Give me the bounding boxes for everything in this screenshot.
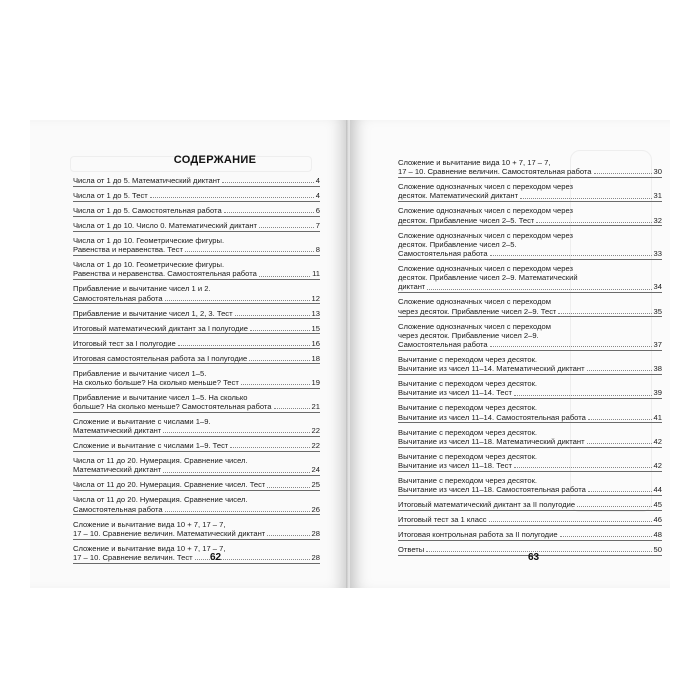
toc-page-ref: 13	[311, 308, 320, 318]
toc-page-ref: 22	[311, 426, 320, 436]
toc-entry-line	[73, 426, 320, 435]
toc-entry	[73, 417, 320, 437]
toc-entry-line	[73, 324, 320, 333]
dot-leader	[230, 447, 309, 448]
toc-entry-text: Вычитание с переходом через десяток.	[398, 403, 538, 413]
toc-page-ref: 12	[311, 293, 320, 303]
toc-entry-text: через десяток. Прибавление чисел 2–9. Тест	[398, 306, 557, 316]
dot-leader	[490, 346, 652, 347]
toc-entry-line	[73, 529, 320, 538]
toc-entry-text: Числа от 1 до 5. Самостоятельная работа	[73, 206, 222, 215]
toc-entry	[398, 355, 662, 375]
dot-leader	[514, 467, 652, 468]
toc-entry-line	[398, 403, 662, 412]
toc-page-ref: 8	[315, 245, 320, 255]
toc-page-ref: 33	[653, 249, 662, 259]
toc-entry-line	[398, 167, 662, 176]
toc-entry-line	[398, 158, 662, 167]
toc-entry-text: 17 – 10. Сравнение величин. Математический диктант	[73, 528, 266, 538]
toc-entry-line	[73, 456, 320, 465]
toc-entry-text: Самостоятельная работа	[73, 293, 163, 303]
toc-entry-text: Числа от 11 до 20. Нумерация. Сравнение чисел. Тест	[73, 480, 266, 490]
toc-entry-line	[73, 402, 320, 411]
toc-entry-line	[73, 176, 320, 185]
toc-page-ref: 21	[311, 402, 320, 412]
toc-page-ref: 7	[315, 221, 320, 230]
dot-leader	[259, 227, 314, 228]
toc-entry	[398, 403, 662, 423]
toc-entry-text: Сложение однозначных чисел с переходом через	[398, 206, 573, 216]
toc-page-ref: 28	[311, 528, 320, 538]
toc-entry-line	[73, 294, 320, 303]
dot-leader	[178, 345, 310, 346]
toc-entry	[73, 354, 320, 365]
dot-leader	[222, 182, 313, 183]
toc-entry-text: Вычитание с переходом через десяток.	[398, 476, 538, 486]
toc-heading: СОДЕРЖАНИЕ	[173, 154, 257, 166]
dot-leader	[267, 535, 309, 536]
toc-page-ref: 30	[653, 167, 662, 177]
toc-entry-text: больше? На сколько меньше? Самостоятельная работа	[73, 402, 272, 412]
dot-leader	[558, 313, 651, 314]
toc-entry-text: Числа от 1 до 10. Геометрические фигуры.	[73, 260, 225, 270]
toc-entry	[398, 515, 662, 526]
dot-leader	[150, 197, 314, 198]
toc-page-ref: 22	[311, 441, 320, 451]
dot-leader	[588, 419, 652, 420]
toc-entry-text: Итоговый математический диктант за II полугодие	[398, 500, 576, 510]
toc-entry-text: Числа от 1 до 10. Число 0. Математический диктант	[73, 221, 258, 230]
toc-page-ref: 39	[653, 388, 662, 398]
toc-entry-text: Вычитание из чисел 11–18. Самостоятельная работа	[398, 485, 586, 495]
toc-entry	[73, 480, 320, 491]
toc-entry-text: Прибавление и вычитание чисел 1, 2, 3. Тест	[73, 308, 233, 318]
toc-entry-text: Сложение и вычитание вида 10 + 7, 17 – 7,	[398, 158, 551, 167]
left-page	[30, 120, 348, 588]
dot-leader	[274, 408, 310, 409]
dot-leader	[490, 255, 652, 256]
toc-entry-text: Равенства и неравенства. Самостоятельная работа	[73, 269, 257, 279]
toc-entry	[398, 206, 662, 226]
toc-entry-line	[398, 388, 662, 397]
toc-entry-text: Самостоятельная работа	[398, 340, 488, 350]
toc-entry-line	[398, 379, 662, 388]
toc-list-right	[398, 158, 662, 560]
toc-entry-text: Сложение однозначных чисел с переходом через	[398, 230, 573, 240]
toc-page-ref: 32	[653, 215, 662, 225]
toc-page-ref: 16	[311, 338, 320, 348]
toc-page-ref: 25	[311, 480, 320, 490]
open-book	[30, 120, 670, 588]
toc-entry-text: Вычитание из чисел 11–14. Тест	[398, 388, 512, 398]
toc-entry	[398, 182, 662, 202]
toc-entry-text: Вычитание из чисел 11–14. Самостоятельная работа	[398, 412, 586, 422]
toc-page-ref: 44	[653, 485, 662, 495]
toc-entry-text: Ответы	[398, 545, 425, 555]
toc-entry	[398, 452, 662, 472]
toc-entry-line	[398, 452, 662, 461]
toc-entry-line	[398, 364, 662, 373]
toc-entry-text: Самостоятельная работа	[398, 249, 488, 259]
toc-page-ref: 48	[653, 530, 662, 540]
toc-entry	[73, 441, 320, 452]
toc-page-ref: 28	[311, 553, 320, 563]
toc-entry	[73, 339, 320, 350]
dot-leader	[250, 330, 310, 331]
toc-page-ref: 34	[653, 282, 662, 292]
toc-page-ref: 6	[315, 206, 320, 215]
dot-leader	[165, 300, 310, 301]
toc-entry-line	[73, 441, 320, 450]
toc-entry-line	[398, 476, 662, 485]
dot-leader	[259, 276, 310, 277]
toc-entry-text: 17 – 10. Сравнение величин. Самостоятельная работа	[398, 167, 592, 177]
toc-entry-text: Вычитание с переходом через десяток.	[398, 379, 538, 389]
toc-entry-text: Вычитание с переходом через десяток.	[398, 451, 538, 461]
toc-entry-text: Сложение и вычитание вида 10 + 7, 17 – 7,	[73, 543, 226, 553]
toc-entry-text: Вычитание из чисел 11–18. Математический диктант	[398, 436, 585, 446]
toc-entry-line	[73, 369, 320, 378]
toc-entry-line	[398, 331, 662, 340]
toc-entry-text: Числа от 1 до 5. Математический диктант	[73, 176, 221, 185]
toc-page-ref: 11	[312, 269, 320, 279]
toc-entry-line	[398, 206, 662, 215]
toc-entry-text: 17 – 10. Сравнение величин. Тест	[73, 553, 193, 563]
toc-page-ref: 42	[653, 436, 662, 446]
toc-entry	[73, 495, 320, 515]
toc-page-ref: 37	[653, 340, 662, 350]
toc-entry-text: Сложение однозначных чисел с переходом через	[398, 264, 573, 274]
toc-entry-text: На сколько больше? На сколько меньше? Тест	[73, 377, 239, 387]
toc-entry-text: Числа от 1 до 10. Геометрические фигуры.	[73, 236, 225, 245]
toc-entry-line	[73, 378, 320, 387]
toc-entry	[398, 264, 662, 293]
toc-entry-text: десяток. Математический диктант	[398, 191, 519, 201]
toc-page-ref: 35	[653, 306, 662, 316]
toc-entry-line	[398, 437, 662, 446]
toc-page-ref: 24	[311, 465, 320, 475]
toc-entry-line	[73, 260, 320, 269]
toc-entry-line	[73, 284, 320, 293]
toc-entry-line	[398, 485, 662, 494]
toc-entry	[73, 324, 320, 335]
toc-entry-text: Вычитание с переходом через десяток.	[398, 427, 538, 437]
dot-leader	[224, 212, 314, 213]
toc-entry-line	[73, 245, 320, 254]
toc-page-ref: 15	[311, 323, 320, 333]
dot-leader	[489, 521, 652, 522]
toc-page-ref: 31	[653, 191, 662, 201]
toc-entry	[73, 544, 320, 564]
dot-leader	[267, 487, 309, 488]
toc-entry-line	[398, 249, 662, 258]
toc-entry	[398, 476, 662, 496]
toc-entry-text: Итоговая самостоятельная работа за I полугодие	[73, 353, 248, 363]
toc-page-ref: 50	[653, 545, 662, 555]
toc-entry-text: Числа от 11 до 20. Нумерация. Сравнение чисел.	[73, 456, 248, 466]
toc-page-ref: 41	[653, 412, 662, 422]
dot-leader	[514, 395, 652, 396]
toc-entry-text: Самостоятельная работа	[73, 504, 163, 514]
toc-entry	[73, 456, 320, 476]
dot-leader	[588, 491, 652, 492]
toc-entry-line	[73, 465, 320, 474]
toc-entry-line	[73, 221, 320, 230]
toc-entry-text: Равенства и неравенства. Тест	[73, 245, 183, 255]
toc-entry-line	[73, 269, 320, 278]
toc-entry-line	[73, 339, 320, 348]
toc-page-ref: 42	[653, 461, 662, 471]
toc-entry-line	[398, 297, 662, 306]
dot-leader	[163, 472, 309, 473]
toc-entry-text: Числа от 1 до 5. Тест	[73, 191, 148, 200]
dot-leader	[587, 370, 652, 371]
toc-entry-line	[73, 520, 320, 529]
toc-entry-text: Математический диктант	[73, 426, 162, 436]
toc-entry-text: через десяток. Прибавление чисел 2–9.	[398, 330, 539, 340]
toc-entry	[73, 176, 320, 187]
toc-entry	[398, 231, 662, 260]
toc-entry	[73, 221, 320, 232]
toc-entry	[73, 206, 320, 217]
dot-leader	[427, 289, 651, 290]
toc-entry-line	[398, 264, 662, 273]
dot-leader	[594, 173, 652, 174]
toc-entry	[398, 379, 662, 399]
toc-entry-line	[398, 530, 662, 539]
toc-page-ref: 4	[315, 191, 320, 200]
toc-entry-line	[398, 413, 662, 422]
toc-page-ref: 38	[653, 364, 662, 374]
toc-entry-line	[398, 240, 662, 249]
toc-entry-text: Сложение и вычитание вида 10 + 7, 17 – 7,	[73, 519, 226, 529]
toc-entry-line	[398, 191, 662, 200]
toc-entry-text: Сложение однозначных чисел с переходом через	[398, 182, 573, 192]
toc-entry-line	[73, 206, 320, 215]
right-page	[350, 120, 670, 588]
toc-entry-line	[73, 495, 320, 504]
toc-page-ref: 18	[311, 353, 320, 363]
toc-entry-text: Вычитание из чисел 11–18. Тест	[398, 461, 512, 471]
toc-entry-text: Вычитание из чисел 11–14. Математический диктант	[398, 364, 585, 374]
toc-entry-line	[398, 500, 662, 509]
toc-entry-line	[398, 307, 662, 316]
dot-leader	[520, 198, 651, 199]
toc-entry-line	[73, 553, 320, 562]
toc-entry	[398, 297, 662, 317]
toc-entry	[398, 500, 662, 511]
toc-entry	[398, 428, 662, 448]
toc-entry	[73, 191, 320, 202]
toc-entry	[398, 530, 662, 541]
toc-entry-line	[73, 480, 320, 489]
toc-entry-text: Прибавление и вычитание чисел 1–5.	[73, 368, 207, 378]
toc-list-left	[73, 176, 320, 568]
toc-entry	[398, 158, 662, 178]
toc-entry-text: Сложение и вычитание с числами 1–9.	[73, 417, 211, 427]
toc-page-ref: 26	[311, 504, 320, 514]
toc-entry-line	[398, 231, 662, 240]
toc-entry-text: Числа от 11 до 20. Нумерация. Сравнение чисел.	[73, 495, 248, 505]
dot-leader	[249, 360, 309, 361]
dot-leader	[577, 506, 651, 507]
toc-entry-line	[73, 236, 320, 245]
dot-leader	[165, 511, 310, 512]
dot-leader	[560, 536, 652, 537]
toc-entry	[73, 369, 320, 389]
toc-entry	[73, 260, 320, 280]
toc-entry-text: Итоговый тест за 1 класс	[398, 515, 487, 525]
toc-entry	[73, 236, 320, 256]
toc-entry-line	[398, 322, 662, 331]
toc-entry-text: Прибавление и вычитание чисел 1 и 2.	[73, 284, 211, 294]
toc-entry-line	[398, 273, 662, 282]
toc-entry-line	[73, 309, 320, 318]
toc-page-ref: 19	[311, 377, 320, 387]
toc-entry-line	[398, 355, 662, 364]
toc-entry-line	[73, 191, 320, 200]
dot-leader	[235, 315, 310, 316]
toc-entry-text: Прибавление и вычитание чисел 1–5. На сколько	[73, 392, 248, 402]
toc-entry-text: диктант	[398, 282, 426, 292]
toc-entry-text: Математический диктант	[73, 465, 162, 475]
toc-entry-text: десяток. Прибавление чисел 2–9. Математический	[398, 273, 578, 283]
toc-entry-text: десяток. Прибавление чисел 2–5.	[398, 239, 517, 249]
dot-leader	[587, 443, 652, 444]
toc-entry-line	[398, 461, 662, 470]
dot-leader	[163, 432, 309, 433]
toc-entry-line	[398, 182, 662, 191]
toc-entry-line	[73, 505, 320, 514]
toc-entry-line	[398, 340, 662, 349]
toc-page-ref: 4	[315, 176, 320, 185]
toc-entry-text: Сложение однозначных чисел с переходом	[398, 297, 551, 307]
dot-leader	[241, 384, 310, 385]
toc-entry-line	[73, 354, 320, 363]
toc-entry-line	[73, 417, 320, 426]
toc-entry-line	[73, 393, 320, 402]
toc-entry	[73, 309, 320, 320]
toc-entry-line	[398, 282, 662, 291]
toc-entry-line	[398, 515, 662, 524]
toc-entry-text: Сложение и вычитание с числами 1–9. Тест	[73, 441, 229, 451]
toc-entry	[73, 284, 320, 304]
toc-page-ref: 46	[653, 515, 662, 525]
dot-leader	[185, 251, 314, 252]
toc-entry-text: Итоговый математический диктант за I полугодие	[73, 323, 248, 333]
toc-entry-text: Итоговая контрольная работа за II полугодие	[398, 530, 558, 540]
page-number-left: 62	[210, 552, 222, 563]
toc-page-ref: 45	[653, 500, 662, 510]
toc-entry-text: Вычитание с переходом через десяток.	[398, 355, 538, 365]
toc-entry-line	[398, 428, 662, 437]
toc-entry-text: Итоговый тест за I полугодие	[73, 338, 176, 348]
toc-entry-line	[398, 216, 662, 225]
toc-entry	[73, 393, 320, 413]
page-number-right: 63	[528, 552, 540, 563]
toc-entry-text: Сложение однозначных чисел с переходом	[398, 321, 551, 331]
toc-entry	[398, 322, 662, 351]
toc-entry-line	[73, 544, 320, 553]
toc-entry	[73, 520, 320, 540]
dot-leader	[536, 222, 651, 223]
toc-entry-text: десяток. Прибавление чисел 2–5. Тест	[398, 215, 535, 225]
